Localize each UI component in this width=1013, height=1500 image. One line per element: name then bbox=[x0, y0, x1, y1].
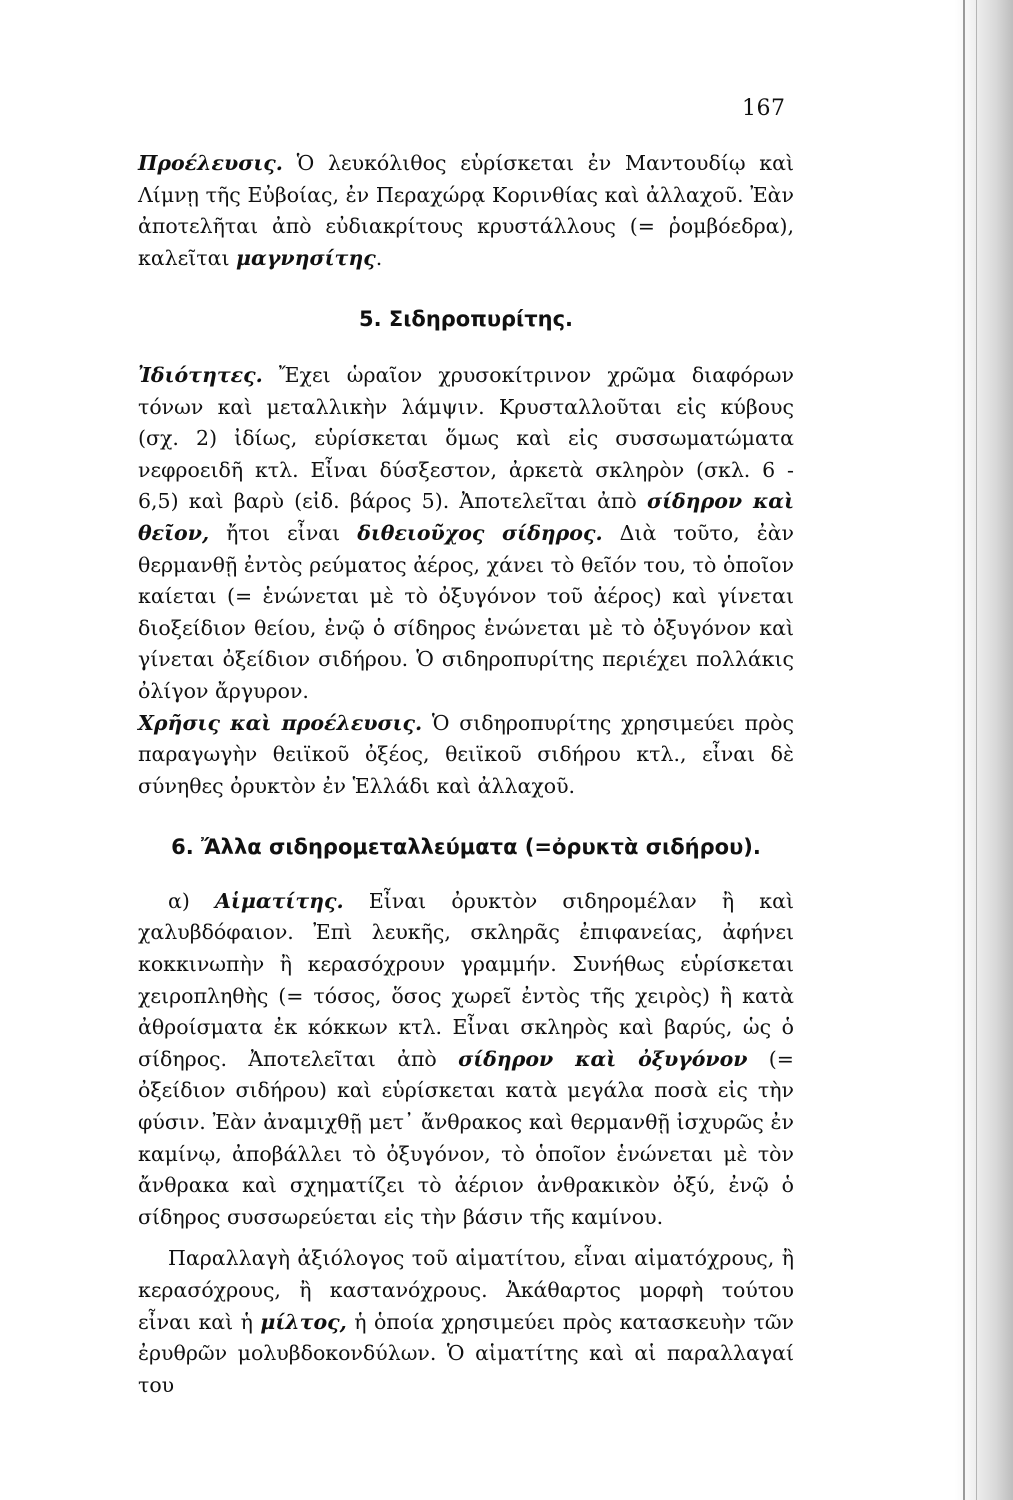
paragraph-text: (= ὀξείδιον σιδήρου) καὶ εὑρίσκεται κατὰ μεγάλα ποσὰ εἰς τὴν φύσιν. Ἐὰν ἀναμιχθῇ μετ᾽ ἄνθρακος καὶ θερμανθῇ ἰσχυρῶς ἐν καμίνῳ, ἀποβάλλει τὸ ὀξυγόνον, τὸ ὁποῖον ἑνώνεται μὲ τὸν ἄνθρακα καὶ σχηματίζει τὸ ἀέριον ἀνθρακικὸν ὀξύ, ἐνῷ ὁ σίδηρος συσσωρεύεται εἰς τὴν βάσιν τῆς καμίνου. bbox=[138, 1046, 794, 1229]
section-label: Αἱματίτης. bbox=[215, 888, 344, 913]
section-label: Προέλευσις. bbox=[138, 151, 283, 175]
page-edge-line-inner bbox=[976, 0, 977, 1500]
term: μαγνησίτης bbox=[236, 245, 376, 270]
section-heading-iron-ores: 6. Ἄλλα σιδηρομεταλλεύματα (=ὀρυκτὰ σιδήρου). bbox=[171, 835, 761, 860]
section-heading-pyrite: 5. Σιδηροπυρίτης. bbox=[358, 307, 574, 332]
paragraph-hematite bbox=[138, 886, 794, 1234]
list-prefix: α) bbox=[168, 888, 216, 913]
paragraph-text: Παραλλαγὴ ἀξιόλογος τοῦ αἱματίτου, εἶναι αἱματόχρους, ἢ κερασόχρους, ἢ καστανόχρους. Ἀκάθαρτος μορφὴ τούτου εἶναι καὶ ἡ bbox=[138, 1246, 794, 1334]
section-label: Χρῆσις καὶ προέλευσις. bbox=[138, 710, 423, 735]
paragraph-variety bbox=[138, 1243, 794, 1401]
paragraph-text: Εἶναι ὀρυκτὸν σιδηρομέλαν ἢ καὶ χαλυβδόφαιον. Ἐπὶ λευκῆς, σκληρᾶς ἐπιφανείας, ἀφήνει κοκκινωπὴν ἢ κερασόχρουν γραμμήν. Συνήθως εὑρίσκεται χειροπληθὴς (= τόσος, ὅσος χωρεῖ ἐντὸς τῆς χειρὸς) ἢ κατὰ ἀθροίσματα ἐκ κόκκων κτλ. Εἶναι σκληρὸς καὶ βαρύς, ὡς ὁ σίδηρος. Ἀποτελεῖται ἀπὸ bbox=[138, 888, 795, 1071]
term: μίλτος, bbox=[260, 1309, 347, 1334]
paragraph-text: Ὁ σιδηροπυρίτης χρησιμεύει πρὸς παραγωγὴν θειϊκοῦ ὀξέος, θειϊκοῦ σιδήρου κτλ., εἶναι δὲ σύνηθες ὀρυκτὸν ἐν Ἑλλάδι καὶ ἀλλαχοῦ. bbox=[138, 710, 795, 798]
paragraph-text: Διὰ τοῦτο, ἐὰν θερμανθῇ ἐντὸς ρεύματος ἀέρος, χάνει τὸ θεῖόν του, τὸ ὁποῖον καίεται (= ἑνώνεται μὲ τὸ ὀξυγόνον τοῦ ἀέρος) καὶ γίνεται διοξείδιον θείου, ἐνῷ ὁ σίδηρος ἑνώνεται μὲ τὸ ὀξυγόνον καὶ γίνεται ὀξείδιον σιδήρου. Ὁ σιδηροπυρίτης περιέχει πολλάκις ὀλίγον ἄργυρον. bbox=[138, 520, 795, 703]
paragraph-text: ἡ ὁποία χρησιμεύει πρὸς κατασκευὴν τῶν ἐρυθρῶν μολυβδοκονδύλων. Ὁ αἱματίτης καὶ αἱ παραλλαγαί του bbox=[138, 1309, 794, 1397]
term: σίδηρον καὶ ὀξυγόνον bbox=[458, 1046, 748, 1071]
paragraph-text: Ἔχει ὡραῖον χρυσοκίτρινον χρῶμα διαφόρων τόνων καὶ μεταλλικὴν λάμψιν. Κρυσταλλοῦται εἰς κύβους (σχ. 2) ἰδίως, εὑρίσκεται ὅμως καὶ εἰς συσσωματώματα νεφροειδῆ κτλ. Εἶναι δύσξεστον, ἀρκετὰ σκληρὸν (σκλ. 6 - 6,5) καὶ βαρὺ (εἰδ. βάρος 5). Ἀποτελεῖται ἀπὸ bbox=[138, 362, 794, 514]
page-body bbox=[138, 148, 794, 1401]
page-number: 167 bbox=[742, 96, 786, 121]
paragraph-text: ἤτοι εἶναι bbox=[209, 520, 358, 545]
paragraph-properties bbox=[138, 360, 794, 708]
page-edge-line bbox=[963, 0, 965, 1500]
term: διθειοῦχος σίδηρος. bbox=[357, 520, 603, 545]
term: σίδηρον καὶ θεῖον, bbox=[138, 489, 795, 545]
paragraph-text: Ὁ λευκόλιθος εὑρίσκεται ἐν Μαντουδίῳ καὶ Λίμνῃ τῆς Εὐβοίας, ἐν Περαχώρᾳ Κορινθίας καὶ ἀλλαχοῦ. Ἐὰν ἀποτελῆται ἀπὸ εὐδιακρίτους κρυστάλλους (= ῥομβόεδρα), καλεῖται bbox=[138, 151, 794, 270]
section-label: Ἰδιότητες. bbox=[138, 362, 263, 387]
paragraph-use-provenance bbox=[138, 708, 794, 803]
paragraph-text: . bbox=[375, 245, 383, 270]
paragraph-provenance-magnesite bbox=[138, 148, 794, 274]
